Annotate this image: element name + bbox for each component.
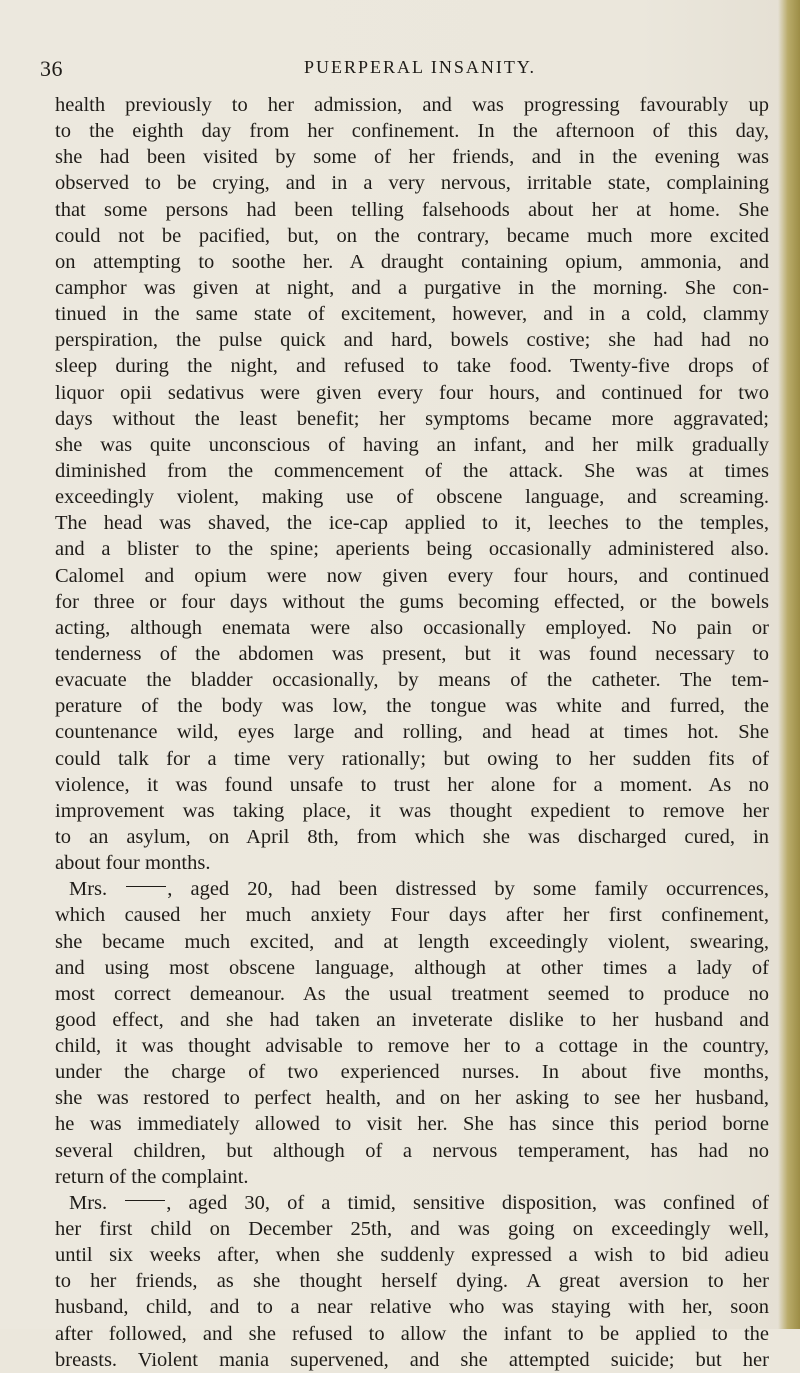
text-line: sleep during the night, and refused to take food. Twenty-five drops of xyxy=(55,355,769,378)
text-line: about four months. xyxy=(55,852,211,875)
text-line: and a blister to the spine; aperients being occasionally administered also. xyxy=(55,538,769,561)
text-line: she was restored to perfect health, and on her asking to see her husband, xyxy=(55,1087,769,1110)
text-line: liquor opii sedativus were given every four hours, and continued for two xyxy=(55,381,769,404)
text-line: until six weeks after, when she suddenly expressed a wish to bid adieu xyxy=(55,1244,769,1267)
text-line: acting, although enemata were also occasionally employed. No pain or xyxy=(55,616,769,639)
text-line: could talk for a time very rationally; but owing to her sudden fits of xyxy=(55,747,769,770)
running-head xyxy=(40,56,760,82)
text-line: she was quite unconscious of having an infant, and her milk gradually xyxy=(55,433,769,456)
text-line: could not be pacified, but, on the contrary, became much more excited xyxy=(55,224,769,247)
body-text xyxy=(55,92,769,1373)
case-prefix: Mrs. xyxy=(69,1191,108,1214)
text-line: Calomel and opium were now given every four hours, and continued xyxy=(55,564,769,587)
text-line: breasts. Violent mania supervened, and she attempted suicide; but her xyxy=(55,1348,769,1371)
text-line: after followed, and she refused to allow the infant to be applied to the xyxy=(55,1322,769,1345)
text-line: to the eighth day from her confinement. In the afternoon of this day, xyxy=(55,120,769,143)
name-omission-dash xyxy=(126,886,166,887)
running-title: PUERPERAL INSANITY. xyxy=(303,57,537,77)
text-line: under the charge of two experienced nurses. In about five months, xyxy=(55,1061,769,1084)
text-line: which caused her much anxiety Four days after her first confinement, xyxy=(55,904,769,927)
text-line: violence, it was found unsafe to trust her alone for a moment. As no xyxy=(55,773,769,796)
text-line: tinued in the same state of excitement, however, and in a cold, clammy xyxy=(55,303,769,326)
text-line: most correct demeanour. As the usual treatment seemed to produce no xyxy=(55,982,769,1005)
text-line: evacuate the bladder occasionally, by means of the catheter. The tem- xyxy=(55,669,769,692)
text-line: improvement was taking place, it was thought expedient to remove her xyxy=(55,799,769,822)
text-line: tenderness of the abdomen was present, but it was found necessary to xyxy=(55,642,769,665)
page-binding-edge xyxy=(778,0,800,1329)
text-line: on attempting to soothe her. A draught containing opium, ammonia, and xyxy=(55,250,769,273)
text-line: days without the least benefit; her symptoms became more aggravated; xyxy=(55,407,769,430)
text-line: observed to be crying, and in a very nervous, irritable state, complaining xyxy=(55,172,769,195)
text-line: exceedingly violent, making use of obscene language, and screaming. xyxy=(55,486,769,509)
text-line: good effect, and she had taken an inveterate dislike to her husband and xyxy=(55,1008,769,1031)
text-line: perspiration, the pulse quick and hard, bowels costive; she had had no xyxy=(55,329,769,352)
name-omission-dash xyxy=(125,1200,165,1201)
text-line: for three or four days without the gums becoming effected, or the bowels xyxy=(55,590,769,613)
text-line: several children, but although of a nervous temperament, has had no xyxy=(55,1139,769,1162)
text-line: husband, child, and to a near relative who was staying with her, soon xyxy=(55,1296,769,1319)
text-line: countenance wild, eyes large and rolling, and head at times hot. She xyxy=(55,721,769,744)
text-line: she became much excited, and at length exceedingly violent, swearing, xyxy=(55,930,769,953)
text-line: health previously to her admission, and was progressing favourably up xyxy=(55,94,769,116)
text-line: her first child on December 25th, and was going on exceedingly well, xyxy=(55,1218,769,1241)
text-line: diminished from the commencement of the attack. She was at times xyxy=(55,459,769,482)
text-line: return of the complaint. xyxy=(55,1165,249,1188)
case-opening-text: , aged 30, of a timid, sensitive disposition, was confined of xyxy=(166,1191,769,1214)
case-opening-line xyxy=(55,1190,769,1216)
case-prefix: Mrs. xyxy=(69,878,108,901)
text-line: The head was shaved, the ice-cap applied to it, leeches to the temples, xyxy=(55,512,769,535)
text-line: to her friends, as she thought herself dying. A great aversion to her xyxy=(55,1270,769,1293)
text-line: child, it was thought advisable to remove her to a cottage in the country, xyxy=(55,1035,769,1058)
text-line: she had been visited by some of her friends, and in the evening was xyxy=(55,146,769,169)
case-opening-text: , aged 20, had been distressed by some family occurrences, xyxy=(167,878,769,901)
text-line: he was immediately allowed to visit her. She has since this period borne xyxy=(55,1113,769,1136)
text-line: camphor was given at night, and a purgative in the morning. She con- xyxy=(55,276,769,299)
page-number: 36 xyxy=(40,56,63,81)
text-line: perature of the body was low, the tongue was white and furred, the xyxy=(55,695,769,718)
case-opening-line xyxy=(55,876,769,902)
text-line: and using most obscene language, although at other times a lady of xyxy=(55,956,769,979)
text-line: that some persons had been telling falsehoods about her at home. She xyxy=(55,198,769,221)
text-line: to an asylum, on April 8th, from which she was discharged cured, in xyxy=(55,825,769,848)
